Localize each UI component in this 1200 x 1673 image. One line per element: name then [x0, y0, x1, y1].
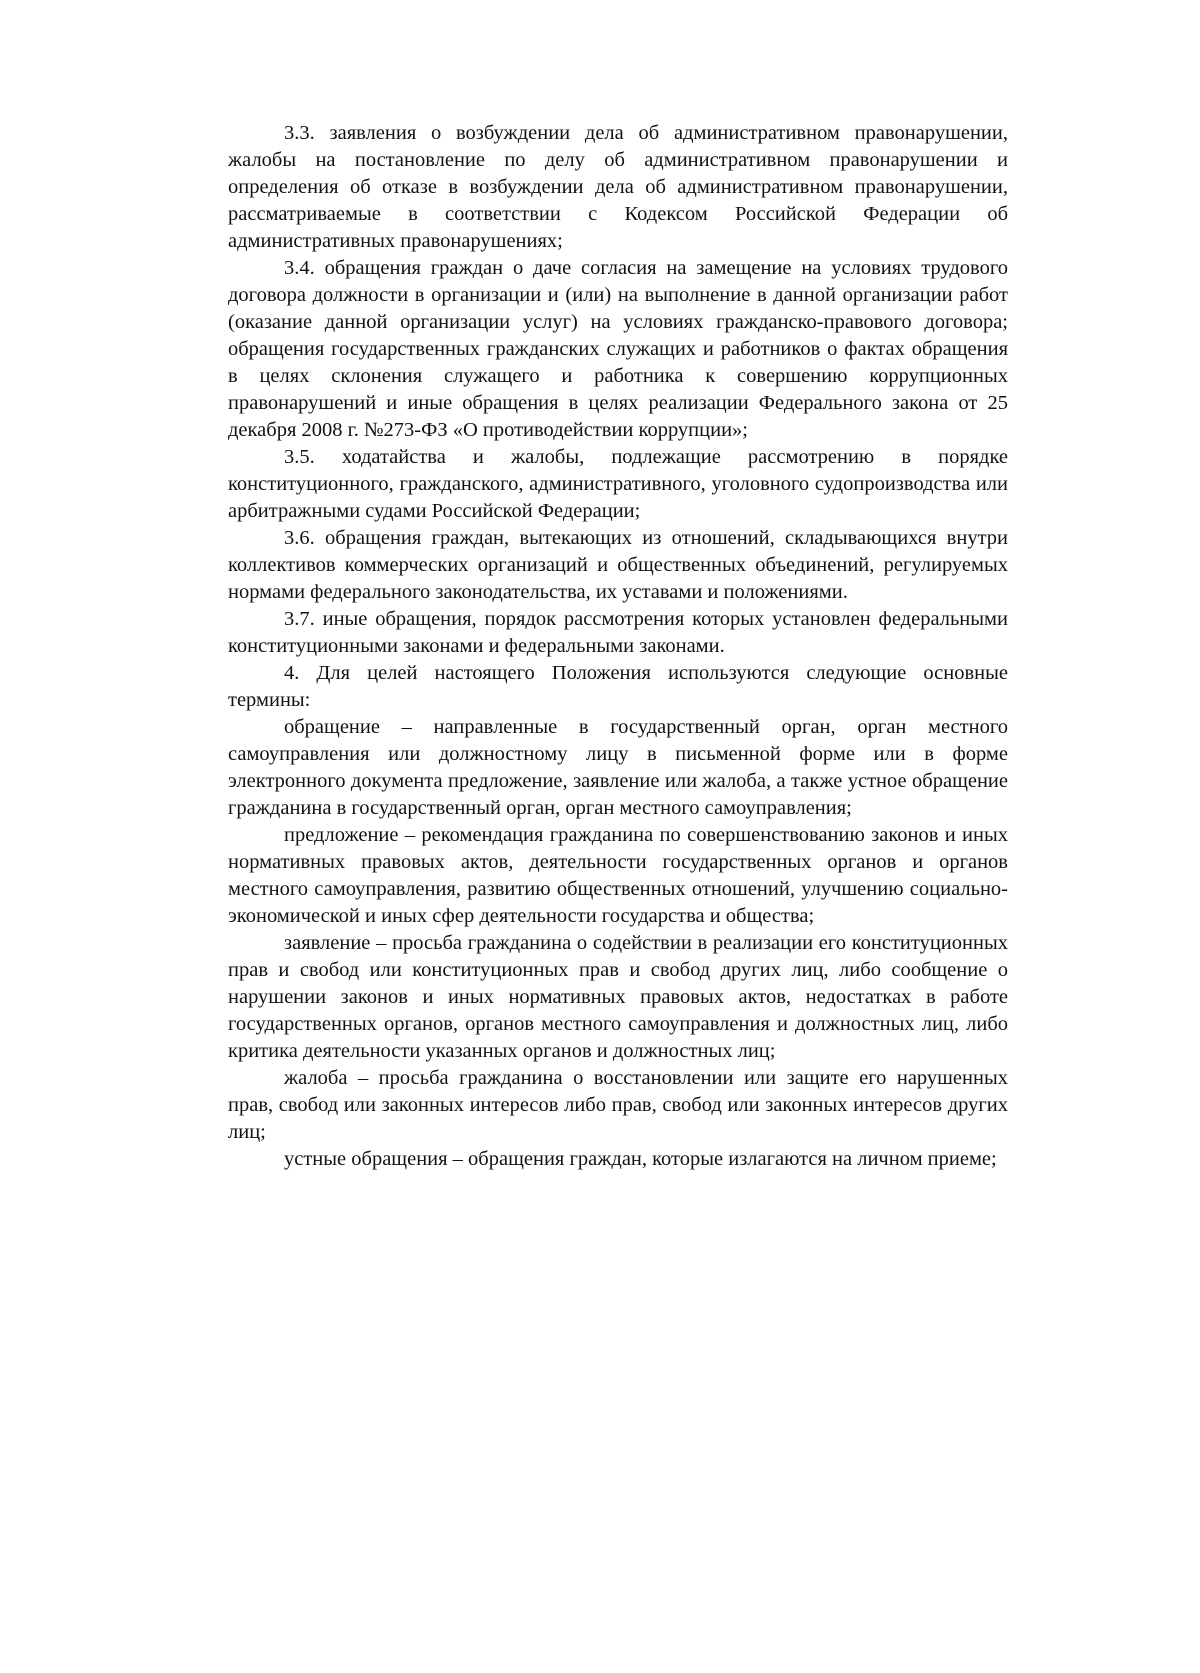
term-zhaloba: жалоба – просьба гражданина о восстановлении или защите его нарушенных прав, свобод или законных интересов либо прав, свобод или законных интересов других лиц;: [228, 1067, 1008, 1143]
paragraph-3-3: 3.3. заявления о возбуждении дела об административном правонарушении, жалобы на постановление по делу об административном правонарушении и определения об отказе в возбуждении дела об административном правонарушении, рассматриваемые в соответствии с Кодексом Российской Федерации об административных правонарушениях;: [228, 122, 1008, 252]
paragraph-3-4: 3.4. обращения граждан о даче согласия на замещение на условиях трудового договора должности в организации и (или) на выполнение в данной организации работ (оказание данной организации услуг) на условиях гражданско-правового договора; обращения государственных гражданских служащих и работников о фактах обращения в целях склонения служащего и работника к совершению коррупционных правонарушений и иные обращения в целях реализации Федерального закона от 25 декабря 2008 г. №273-ФЗ «О противодействии коррупции»;: [228, 257, 1008, 441]
paragraph-3-5: 3.5. ходатайства и жалобы, подлежащие рассмотрению в порядке конституционного, гражданского, административного, уголовного судопроизводства или арбитражными судами Российской Федерации;: [228, 446, 1008, 522]
term-predlozhenie: предложение – рекомендация гражданина по совершенствованию законов и иных нормативных правовых актов, деятельности государственных органов и органов местного самоуправления, развитию общественных отношений, улучшению социально-экономической и иных сфер деятельности государства и общества;: [228, 824, 1008, 927]
term-obrashchenie: обращение – направленные в государственный орган, орган местного самоуправления или должностному лицу в письменной форме или в форме электронного документа предложение, заявление или жалоба, а также устное обращение гражданина в государственный орган, орган местного самоуправления;: [228, 716, 1008, 819]
term-ustnye-obrashcheniya: устные обращения – обращения граждан, которые излагаются на личном приеме;: [284, 1148, 997, 1170]
document-body: [228, 120, 1008, 1173]
term-zayavlenie: заявление – просьба гражданина о содействии в реализации его конституционных прав и свобод или конституционных прав и свобод других лиц, либо сообщение о нарушении законов и иных нормативных правовых актов, недостатках в работе государственных органов, органов местного самоуправления и должностных лиц, либо критика деятельности указанных органов и должностных лиц;: [228, 932, 1008, 1062]
paragraph-4: 4. Для целей настоящего Положения используются следующие основные термины:: [228, 662, 1008, 711]
paragraph-3-6: 3.6. обращения граждан, вытекающих из отношений, складывающихся внутри коллективов коммерческих организаций и общественных объединений, регулируемых нормами федерального законодательства, их уставами и положениями.: [228, 527, 1008, 603]
paragraph-3-7: 3.7. иные обращения, порядок рассмотрения которых установлен федеральными конституционными законами и федеральными законами.: [228, 608, 1008, 657]
